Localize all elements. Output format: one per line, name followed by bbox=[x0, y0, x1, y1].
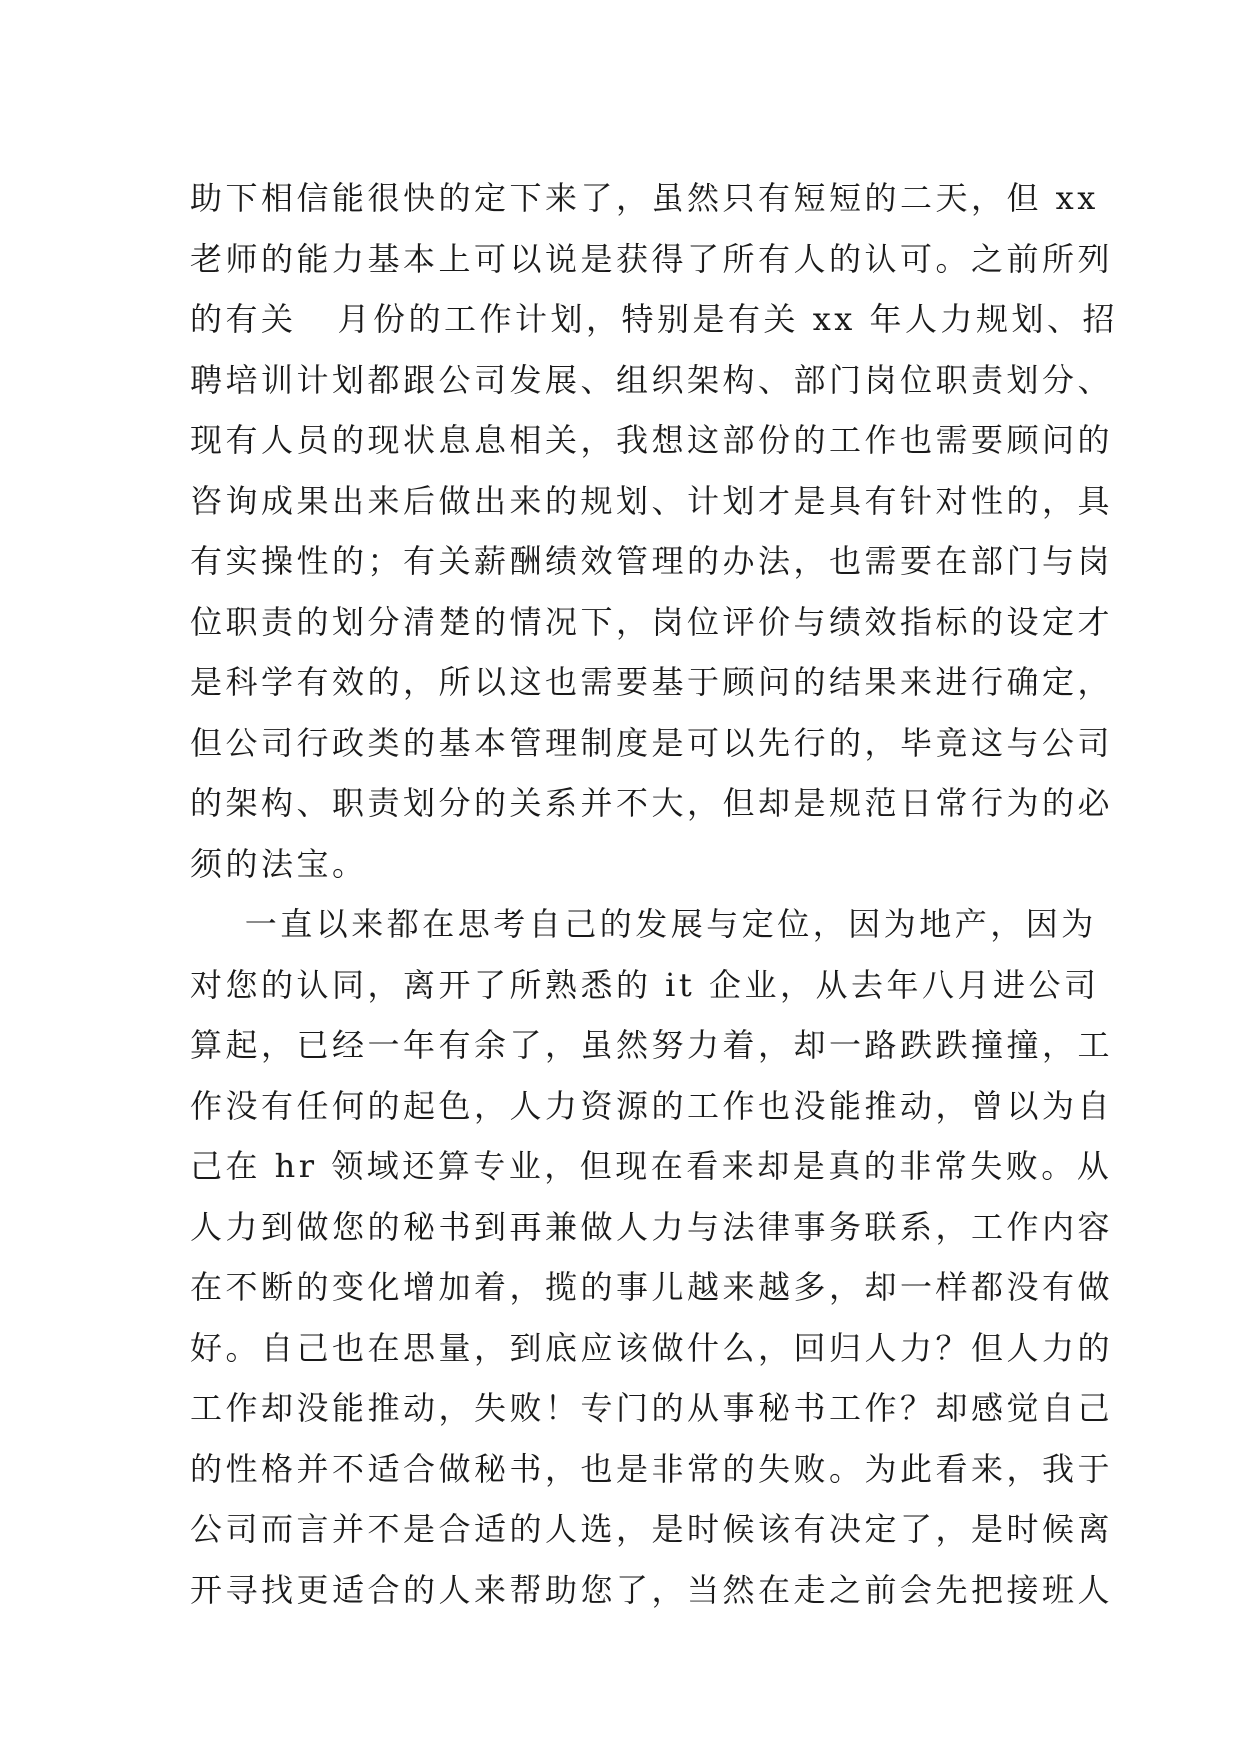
text-line: 的性格并不适合做秘书，也是非常的失败。为此看来，我于 bbox=[190, 1449, 1114, 1488]
text-line: 对您的认同，离开了所熟悉的 it 企业，从去年八月进公司 bbox=[190, 965, 1100, 1004]
text-line: 位职责的划分清楚的情况下，岗位评价与绩效指标的设定才 bbox=[190, 602, 1114, 641]
text-line: 但公司行政类的基本管理制度是可以先行的，毕竟这与公司 bbox=[190, 723, 1114, 762]
text-line: 有实操性的；有关薪酬绩效管理的办法，也需要在部门与岗 bbox=[190, 542, 1114, 580]
text-line: 的架构、职责划分的关系并不大，但却是规范日常行为的必 bbox=[190, 784, 1114, 822]
text-line: 聘培训计划都跟公司发展、组织架构、部门岗位职责划分、 bbox=[190, 360, 1114, 399]
text-line: 工作却没能推动，失败！专门的从事秘书工作？却感觉自己 bbox=[190, 1389, 1114, 1427]
text-line: 咨询成果出来后做出来的规划、计划才是具有针对性的，具 bbox=[190, 481, 1114, 520]
text-line: 一直以来都在思考自己的发展与定位，因为地产，因为 bbox=[190, 905, 1097, 943]
text-line: 好。自己也在思量，到底应该做什么，回归人力？但人力的 bbox=[190, 1328, 1114, 1367]
text-line: 助下相信能很快的定下来了，虽然只有短短的二天，但 xx bbox=[190, 179, 1099, 217]
text-line: 在不断的变化增加着，揽的事儿越来越多，却一样都没有做 bbox=[190, 1268, 1114, 1306]
text-line: 算起，已经一年有余了，虽然努力着，却一路跌跌撞撞，工 bbox=[190, 1026, 1114, 1064]
text-line: 现有人员的现状息息相关，我想这部份的工作也需要顾问的 bbox=[190, 421, 1114, 459]
text-line: 公司而言并不是合适的人选，是时候该有决定了，是时候离 bbox=[190, 1510, 1114, 1548]
text-line: 的有关 月份的工作计划，特别是有关 xx 年人力规划、招 bbox=[190, 300, 1118, 338]
text-line: 开寻找更适合的人来帮助您了，当然在走之前会先把接班人 bbox=[190, 1570, 1114, 1609]
text-line: 须的法宝。 bbox=[190, 844, 368, 883]
body-text bbox=[190, 168, 1118, 1620]
text-line: 是科学有效的，所以这也需要基于顾问的结果来进行确定， bbox=[190, 663, 1114, 701]
text-line: 作没有任何的起色，人力资源的工作也没能推动，曾以为自 bbox=[190, 1086, 1114, 1125]
text-line: 老师的能力基本上可以说是获得了所有人的认可。之前所列 bbox=[190, 239, 1114, 278]
text-line: 己在 hr 领域还算专业，但现在看来却是真的非常失败。从 bbox=[190, 1147, 1113, 1185]
text-line: 人力到做您的秘书到再兼做人力与法律事务联系，工作内容 bbox=[190, 1207, 1114, 1246]
